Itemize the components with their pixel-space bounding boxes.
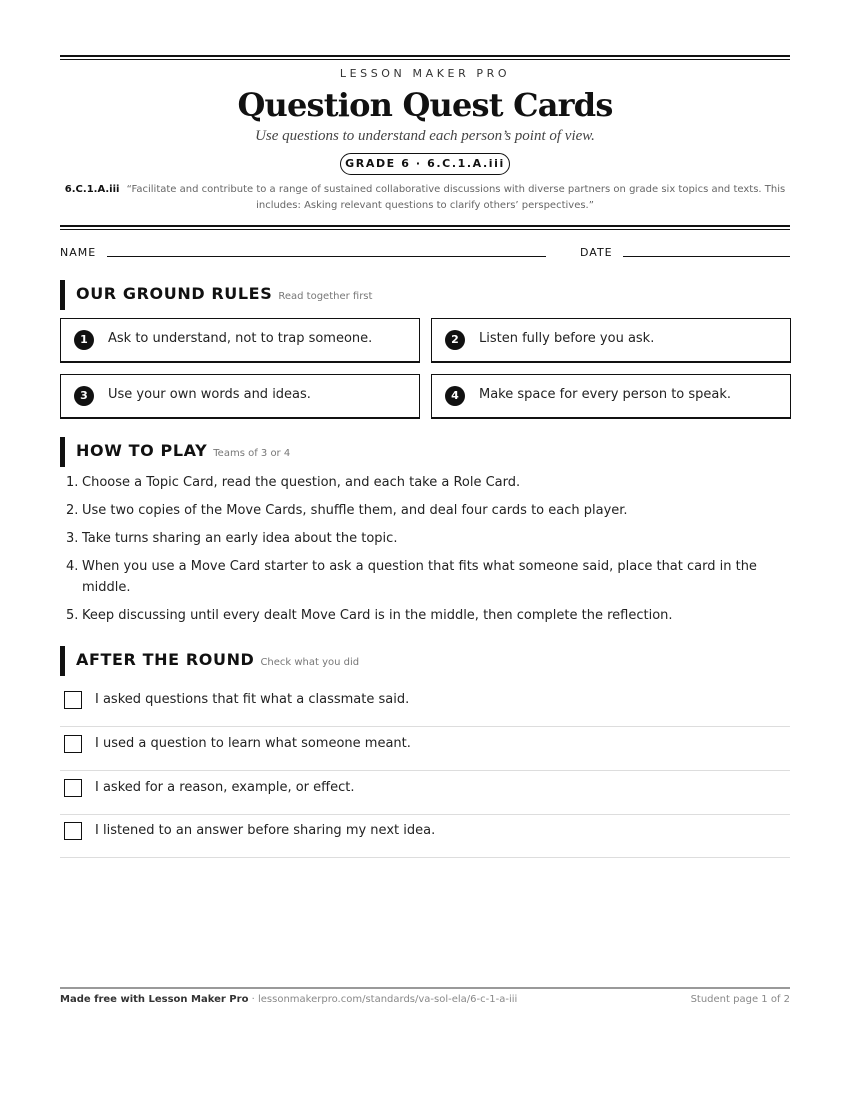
step-text: Use two copies of the Move Cards, shuffle them, and deal four cards to each player. — [82, 503, 628, 518]
section-note: Read together first — [278, 291, 373, 302]
section-marker — [60, 646, 65, 676]
step-item — [60, 605, 790, 626]
step-text: When you use a Move Card starter to ask a question that fits what someone said, place that card in the middle. — [82, 559, 757, 595]
checkbox[interactable] — [64, 822, 82, 840]
ground-rule-card — [431, 374, 791, 419]
checkbox[interactable] — [64, 691, 82, 709]
top-rule — [60, 55, 790, 57]
footer-rule — [60, 987, 790, 989]
step-number: 3. — [66, 531, 79, 546]
section-marker — [60, 280, 65, 310]
reflection-text: I used a question to learn what someone meant. — [95, 736, 411, 751]
reflection-text: I asked questions that fit what a classmate said. — [95, 692, 410, 707]
ground-rule-card — [431, 318, 791, 363]
reflection-text: I asked for a reason, example, or effect. — [95, 780, 355, 795]
step-item — [60, 528, 790, 549]
reflection-item — [60, 726, 790, 771]
section-title: OUR GROUND RULES — [76, 284, 273, 303]
footer-page-number: Student page 1 of 2 — [690, 994, 790, 1005]
step-number: 2. — [66, 503, 79, 518]
step-item — [60, 500, 790, 521]
rule-text: Ask to understand, not to trap someone. — [108, 331, 373, 346]
checkbox[interactable] — [64, 779, 82, 797]
date-field[interactable] — [623, 256, 790, 257]
step-text: Choose a Topic Card, read the question, and each take a Role Card. — [82, 475, 521, 490]
rule-number: 3 — [74, 386, 94, 406]
grade-badge: GRADE 6 · 6.C.1.A.iii — [340, 153, 510, 175]
brand-name: LESSON MAKER PRO — [339, 67, 511, 80]
step-number: 4. — [66, 559, 79, 574]
reflection-text: I listened to an answer before sharing my next idea. — [95, 823, 436, 838]
footer — [60, 994, 790, 1005]
section-title: AFTER THE ROUND — [76, 650, 255, 669]
reflection-item — [60, 770, 790, 815]
step-text: Keep discussing until every dealt Move Card is in the middle, then complete the reflection. — [82, 608, 673, 623]
section-note: Check what you did — [260, 657, 360, 668]
rule-text: Use your own words and ideas. — [108, 387, 311, 402]
name-field[interactable] — [107, 256, 546, 257]
footer-url[interactable]: · lessonmakerpro.com/standards/va-sol-ela/6-c-1-a-iii — [251, 994, 518, 1005]
section-title: HOW TO PLAY — [76, 441, 208, 460]
step-item — [60, 556, 790, 598]
page-title: Question Quest Cards — [237, 86, 613, 124]
footer-made-with: Made free with Lesson Maker Pro — [60, 994, 249, 1005]
header-rule — [60, 225, 790, 227]
rule-text: Listen fully before you ask. — [479, 331, 655, 346]
steps-list — [60, 472, 790, 633]
section-note: Teams of 3 or 4 — [213, 448, 291, 459]
checkbox[interactable] — [64, 735, 82, 753]
step-item — [60, 472, 790, 493]
step-number: 5. — [66, 608, 79, 623]
page-subtitle: Use questions to understand each person’s point of view. — [255, 128, 595, 144]
rule-number: 2 — [445, 330, 465, 350]
rule-text: Make space for every person to speak. — [479, 387, 732, 402]
step-text: Take turns sharing an early idea about the topic. — [82, 531, 398, 546]
name-label: NAME — [60, 246, 97, 259]
ground-rule-card — [60, 318, 420, 363]
reflection-item — [60, 813, 790, 858]
section-marker — [60, 437, 65, 467]
standard-statement — [60, 182, 790, 214]
ground-rule-card — [60, 374, 420, 419]
standard-code: 6.C.1.A.iii — [64, 184, 120, 195]
header-rule-inner — [60, 229, 790, 230]
date-label: DATE — [580, 246, 613, 259]
top-rule-inner — [60, 59, 790, 60]
step-number: 1. — [66, 475, 79, 490]
reflection-item — [60, 682, 790, 727]
rule-number: 4 — [445, 386, 465, 406]
worksheet-page — [60, 0, 790, 1100]
standard-text: “Facilitate and contribute to a range of sustained collaborative discussions with diverse partners on grade six topics and texts. This includes: Asking relevant questions to clarify others’ perspectives.” — [126, 184, 786, 211]
rule-number: 1 — [74, 330, 94, 350]
